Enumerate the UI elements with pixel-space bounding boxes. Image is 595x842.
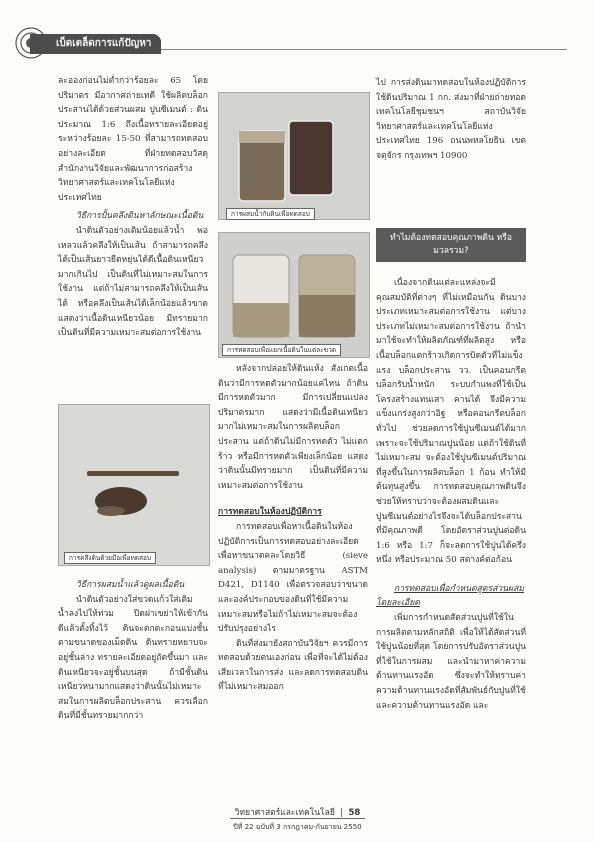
- subheading: วิธีการผสมน้ำแล้วดูผลเนื้อดิน: [76, 580, 185, 590]
- soil-sample-illustration: [59, 405, 209, 565]
- settled-jars-illustration: [219, 233, 369, 357]
- column-right-lower: [376, 276, 526, 713]
- subheading: การทดสอบเพื่อกำหนดสูตรส่วนผสมโดยละเอียด: [376, 583, 524, 609]
- question-box: ทำไมต้องทดสอบคุณภาพดิน หรือ มวลรวม?: [376, 228, 526, 262]
- column-right: [376, 76, 526, 164]
- magazine-name: วิทยาศาสตร์และเทคโนโลยี: [234, 808, 335, 818]
- paragraph: ไป การส่งดินมาทดสอบในห้องปฏิบัติการ ใช้ดินปริมาณ 1 กก. ส่งมาที่ฝ่ายถ่ายทอดเทคโนโลยีชุมชนฯ สถาบันวิจัยวิทยาศาสตร์และเทคโนโลยีแห่งประเทศไทย 196 ถนนพหลโยธิน เขตจตุจักร กรุงเทพฯ 10900: [376, 78, 526, 161]
- paragraph: นำดินตัวอย่างเติมน้อยแล้วน้ำ พอเหลวแล้วคลึงให้เป็นเส้น ถ้าสามารถคลึงได้เป็นเส้นยาวยืดหยุ่นได้ดีเนื้อดินเหนียวมากเกินไป เป็นดินที่ไม่เหมาะสมในการใช้งาน แต่ถ้าไม่สามารถคลึงให้เป็นเส้นได้ หรือคลึงเป็นเส้นได้เล็กน้อยแล้วขาด แสดงว่าเนื้อดินเหนียวน้อย มีทรายมาก เป็นดินที่มีความเหมาะสมต่อการใช้งาน: [58, 225, 208, 339]
- glass-jars-illustration: [219, 93, 369, 219]
- photo-caption: การคลึงดินด้วยมือเพื่อทดสอบ: [64, 552, 156, 564]
- column-left-lower: [58, 578, 208, 724]
- column-middle: [218, 362, 368, 695]
- footer-title: วิทยาศาสตร์และเทคโนโลยี | 58: [234, 808, 361, 818]
- footer-rule: [230, 818, 365, 819]
- paragraph: ละอองก่อนไม่ต่ำกว่าร้อยละ 65 โดยปริมาตร มีอากาศถ่ายเทดี ใช้ผลิตบล็อกประสานได้ด้วยส่วนผสม ปูนซีเมนต์ : ดิน ประมาณ 1:6 ถึงเนื้อทรายละเอียดอยู่ระหว่างร้อยละ 15-50 ที่สามารถทดสอบอย่างละเอียด ที่ฝ่ายทดสอบวัสดุ สำนักงานวิจัยและพัฒนาการก่อสร้าง วิทยาศาสตร์และเทคโนโลยีแห่งประเทศไทย: [58, 76, 208, 203]
- photo-caption: การทดสอบเพื่อแยกเนื้อดินในแต่ละขวด: [222, 344, 341, 356]
- paragraph: หลังจากปล่อยให้ดินแห้ง สังเกตเนื้อดินว่ามีการหดตัวมากน้อยแค่ไหน ถ้าดินมีการหดตัวมาก มีการเปลี่ยนแปลงปริมาตรมาก แสดงว่ามีเนื้อดินเหนียวมากไม่เหมาะสมในการผลิตบล็อกประสาน แต่ถ้าดินไม่มีการหดตัว ไม่แตกร้าว หรือมีการหดตัวเพียงเล็กน้อย แสดงว่าดินนั้นมีทรายมาก เป็นดินที่มีความเหมาะสมต่อการใช้งาน: [218, 364, 368, 491]
- subheading: วิธีการปั้นคลึงดินหาลักษณะเนื้อดิน: [76, 211, 204, 222]
- paragraph: นำดินตัวอย่างใส่ขวดแก้วใส่เติมน้ำลงไปให้ท่วม ปิดฝาเขย่าให้เข้ากันดีแล้วตั้งทิ้งไว้ ดินจะตกตะกอนแบ่งชั้นตามขนาดของเม็ดดิน ดินทรายหยาบจะอยู่ชั้นล่าง ทรายละเอียดอยู่ถัดขึ้นมา และดินเหนียวจะอยู่ชั้นบนสุด ถ้ามีชั้นดินเหนียวหนามากแสดงว่าดินนั้นไม่เหมาะสมในการผลิตบล็อกประสาน ควรเลือกดินที่มีชั้นทรายมากกว่า: [58, 594, 208, 722]
- footer-issue: ปีที่ 22 ฉบับที่ 3 กรกฎาคม-กันยายน 2550: [233, 823, 362, 831]
- photo-caption: การผสมน้ำกับดินเพื่อทดสอบ: [226, 208, 315, 220]
- section-tab: เบ็ดเตล็ดการแก้ปัญหา: [30, 34, 161, 54]
- paragraph: เนื่องจากดินแต่ละแหล่งจะมีคุณสมบัติที่ต่างๆ ที่ไม่เหมือนกัน ดินบางประเภทเหมาะสมต่อการใช้งาน แต่บางประเภทไม่เหมาะสมต่อการใช้งาน ถ้านำมาใช้จะทำให้ผลิตภัณฑ์ที่ผลิตสูง หรือเนื้อบล็อกแตกร้าวเกิดการบิดตัวที่ไม่แข็งแรง บล็อกประสาน วว. เป็นคอนกรีตบล็อกรับน้ำหนัก ระบบกำแพงที่ใช้เป็นโครงสร้างแทนเสา คานได้ จึงมีความแข็งแกร่งสูงกว่าอิฐ หรือคอนกรีตบล็อกทั่วไป ช่วยลดการใช้ปูนซีเมนต์ได้มาก เพราะจะใช้ปริมาณปูนน้อย แต่ถ้าใช้ดินที่ไม่เหมาะสม จะต้องใช้ปูนซีเมนต์ปริมาณที่สูงขึ้นในการผลิตบล็อก 1 ก้อน ทำให้มีต้นทุนสูงขึ้น การทดสอบคุณภาพดินจึงช่วยให้ทราบว่าจะต้องผสมดินและปูนซีเมนต์อย่างไรจึงจะได้บล็อกประสานที่มีคุณภาพดี โดยอัตราส่วนปูนต่อดิน 1:6 หรือ 1:7 ก็จะลดการใช้ปูนได้ครึ่งหนึ่ง หรือประมาณ 50 สตางค์ต่อก้อน: [376, 278, 526, 566]
- paragraph: เพิ่มการกำหนดสัดส่วนปูนที่ใช้ในการผลิตตามหลักสถิติ เพื่อให้ได้สัดส่วนที่ใช้ปูนน้อยที่สุด โดยการปรับอัตราส่วนปูนที่ใช้ในการผสม และนำมาหาค่าความต้านทานแรงอัด ซึ่งจะทำให้ทราบค่าความต้านทานแรงอัดที่สัมพันธ์กับปูนที่ใช้ และความต้านทานแรงอัด และ: [376, 613, 526, 711]
- photo-jars-settled: [218, 232, 370, 358]
- photo-hand-roll: [58, 404, 210, 566]
- section-heading: การทดสอบในห้องปฏิบัติการ: [218, 507, 322, 518]
- paragraph: การทดสอบเพื่อหาเนื้อดินในห้องปฏิบัติการเป็นการทดสอบอย่างละเอียดเพื่อหาขนาดคละโดยวิธี (sieve analysis) ตามมาตรฐาน ASTM D421, D1140 เพื่อตรวจสอบว่าขนาดและองค์ประกอบของดินที่ใช้มีความเหมาะสมหรือไม่ถ้าไม่เหมาะสมจะต้องปรับปรุงอย่างไร: [218, 521, 368, 635]
- page-number: 58: [348, 808, 361, 818]
- photo-jars-water: [218, 92, 370, 220]
- paragraph: ดินที่ส่งมายังสถาบันวิจัยฯ ควรมีการทดสอบด้วยตนเองก่อน เพื่อที่จะได้ไม่ต้องเสียเวลาในการส่ง และลดการทดสอบดินที่ไม่เหมาะสมออก: [218, 638, 368, 693]
- column-left: [58, 74, 208, 341]
